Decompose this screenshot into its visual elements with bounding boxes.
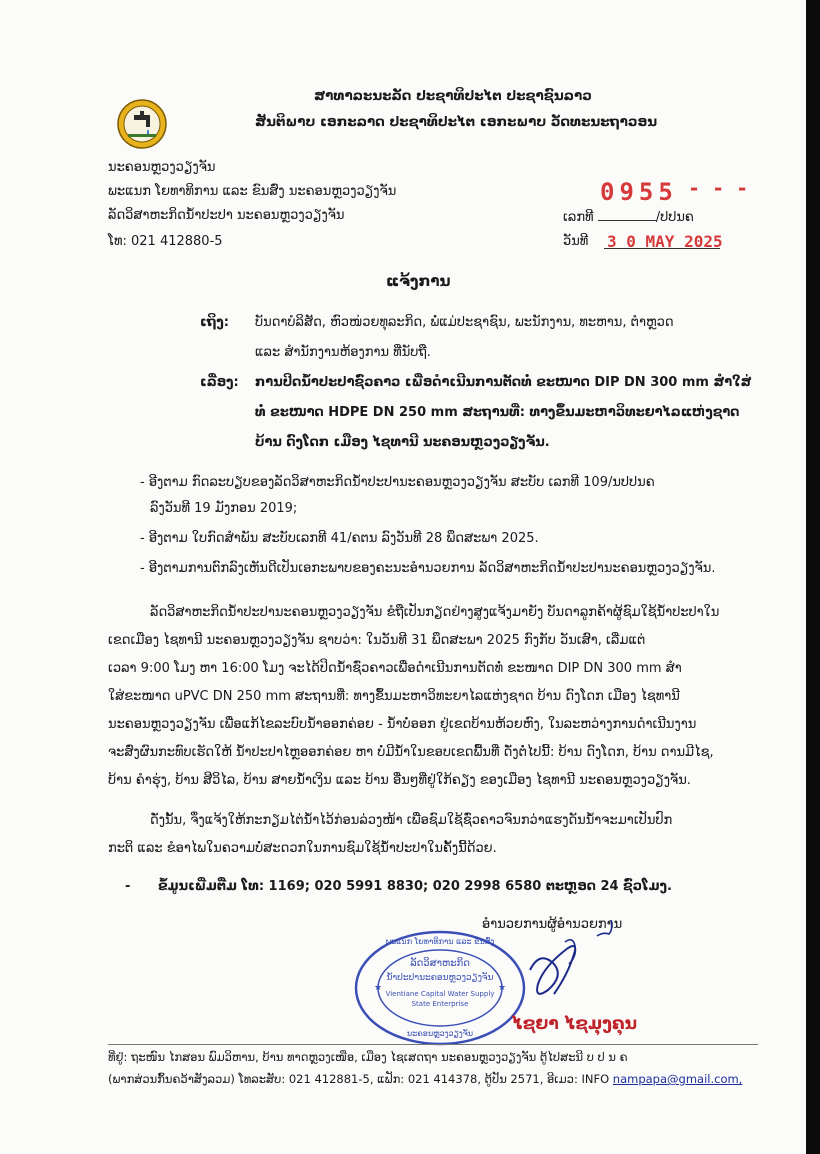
body-p1-line4: ໃສ່ຂະໜາດ uPVC DN 250 mm ສະຖານທີ່: ທາງຂຶ້ນມະຫາວິທະຍາໄລແຫ່ງຊາດ ບ້ານ ດົງໂດກ ເມືອງ ໄຊທານີ	[108, 689, 680, 704]
seal-en-line1: Vientiane Capital Water Supply	[385, 990, 495, 998]
seal-en-line2: State Enterprise	[411, 1000, 469, 1008]
number-label: ເລກທີ	[563, 210, 594, 225]
subject-line1: ການປິດນ້ຳປະປາຊົ່ວຄາວ ເພື່ອດຳເນີນການຕັດທໍ່ ຂະໜາດ DIP DN 300 mm ສຳໃສ່	[255, 375, 752, 390]
to-label: ເຖິງ:	[200, 315, 230, 330]
footer-divider	[108, 1044, 758, 1045]
reference-2: - ອີງຕາມ ໃບກົດສຳພັນ ສະບັບເລກທີ 41/ຄຕນ ລົງວັນທີ 28 ພຶດສະພາ 2025.	[140, 531, 539, 546]
number-blank	[598, 208, 656, 221]
enterprise-logo	[116, 98, 168, 150]
footer-contact-row	[108, 1072, 742, 1086]
issuer-phone: ໂທ: 021 412880-5	[108, 234, 223, 249]
body-p1-line6: ຈະສົ່ງຜົນກະທົບເຮັດໃຫ້ ນ້ຳປະປາໄຫຼອອກຄ່ອຍ ຫາ ບໍ່ມີນ້ຳໃນຂອບເຂດພື້ນທີ່ ດັ່ງຕໍ່ໄປນີ້: ບ້ານ ດົງໂດກ, ບ້ານ ດານມີໄຊ,	[108, 745, 714, 760]
national-header-line1: ສາທາລະນະລັດ ປະຊາທິປະໄຕ ປະຊາຊົນລາວ	[314, 88, 592, 104]
reference-number-row	[563, 208, 694, 225]
reference-3: - ອີງຕາມການຕົກລົງເຫັນດີເປັນເອກະພາບຂອງຄະນະອຳນວຍການ ລັດວິສາຫະກິດນ້ຳປະປານະຄອນຫຼວງວຽງຈັນ.	[140, 561, 716, 576]
stamp-number: 0955	[600, 178, 678, 206]
seal-center-line1: ລັດວິສາຫະກິດ	[410, 958, 470, 969]
national-header-line2: ສັນຕິພາບ ເອກະລາດ ປະຊາທິປະໄຕ ເອກະພາບ ວັດທະນະຖາວອນ	[255, 114, 658, 130]
subject-line2: ທໍ່ ຂະໜາດ HDPE DN 250 mm ສະຖານທີ່: ທາງຂຶ້ນມະຫາວິທະຍາໄລແຫ່ງຊາດ	[255, 405, 740, 420]
seal-top-text: ພະແນກ ໂຍທາທິການ ແລະ ຂົນສົ່ງ	[385, 937, 495, 946]
seal-star-left-icon: ★	[374, 983, 383, 993]
subject-line3: ບ້ານ ດົງໂດກ ເມືອງ ໄຊທານີ ນະຄອນຫຼວງວຽງຈັນ.	[255, 435, 550, 450]
issuer-department: ພະແນກ ໂຍທາທິການ ແລະ ຂົນສົ່ງ ນະຄອນຫຼວງວຽງຈັນ	[108, 184, 397, 199]
scan-dark-edge	[806, 0, 820, 1154]
number-suffix: /ປປນຄ	[655, 210, 694, 225]
to-line2: ແລະ ສຳນັກງານຫ້ອງການ ທີ່ນັບຖື.	[255, 345, 431, 360]
signatory-name: ໄຊຍາ ໄຊມຸງຄຸນ	[512, 1014, 638, 1034]
body-p1-line5: ນະຄອນຫຼວງວຽງຈັນ ເພື່ອແກ້ໄຂລະບົບນ້ຳອອກຄ່ອຍ - ນ້ຳບໍ່ອອກ ຢູ່ເຂດບ້ານຫ້ວຍຫົງ, ໃນລະຫວ່າງການດຳເນີນງານ	[108, 717, 697, 732]
date-label: ວັນທີ	[563, 234, 589, 249]
issuer-enterprise: ລັດວິສາຫະກິດນ້ຳປະປາ ນະຄອນຫຼວງວຽງຈັນ	[108, 208, 345, 223]
seal-center-line2: ນ້ຳປະປານະຄອນຫຼວງວຽງຈັນ	[386, 973, 494, 983]
stamp-number-suffix: - - -	[688, 176, 749, 200]
reference-1-line1: - ອີງຕາມ ກົດລະບຽບຂອງລັດວິສາຫະກິດນ້ຳປະປານະຄອນຫຼວງວຽງຈັນ ສະບັບ ເລກທີ 109/ນປປນຄ	[140, 475, 655, 490]
body-p1-line7: ບ້ານ ຄຳຮຸ່ງ, ບ້ານ ສີວິໄລ, ບ້ານ ສາຍນ້ຳເງິນ ແລະ ບ້ານ ອື່ນໆທີ່ຢູ່ໃກ້ຄຽງ ຂອງເມືອງ ໄຊທານີ ນະຄອນຫຼວງວຽງຈັນ.	[108, 773, 691, 788]
seal-bottom-text: ນະຄອນຫຼວງວຽງຈັນ	[406, 1029, 474, 1038]
to-line1: ບັນດາບໍລິສັດ, ຫົວໜ່ວຍທຸລະກິດ, ພໍ່ແມ່ປະຊາຊົນ, ພະນັກງານ, ທະຫານ, ຕຳຫຼວດ	[255, 315, 674, 330]
reference-1-line2: ລົງວັນທີ 19 ມັງກອນ 2019;	[150, 501, 298, 516]
handwritten-signature	[510, 930, 600, 1010]
official-seal	[352, 928, 528, 1048]
seal-star-right-icon: ★	[498, 983, 507, 993]
contact-info: ຂໍ້ມູນເພີ່ມຕື່ມ ໂທ: 1169; 020 5991 8830; 020 2998 6580 ຕະຫຼອດ 24 ຊົ່ວໂມງ.	[158, 879, 672, 894]
body-p1-line2: ເຂດເມືອງ ໄຊທານີ ນະຄອນຫຼວງວຽງຈັນ ຊາບວ່າ: ໃນວັນທີ 31 ພຶດສະພາ 2025 ກົງກັບ ວັນເສົາ, ເລີ່ມແຕ່	[108, 633, 646, 648]
stamp-date: 3 0 MAY 2025	[607, 232, 723, 251]
footer-contact: (ພາກສ່ວນກົ້ນຄວ້າສັງລວມ) ໂທລະສັບ: 021 412881-5, ແຟັກ: 021 414378, ຕູ້ປັນ 2571, ອີເມວ: INFO	[108, 1072, 613, 1086]
footer-email-link[interactable]: nampapa@gmail.com,	[612, 1072, 743, 1086]
body-p1-line3: ເວລາ 9:00 ໂມງ ຫາ 16:00 ໂມງ ຈະໄດ້ປິດນ້ຳຊົ່ວຄາວເພື່ອດຳເນີນການຕັດທໍ່ ຂະໜາດ DIP DN 300 mm ສຳ	[108, 661, 682, 676]
initial-mark-icon	[594, 918, 618, 940]
footer-address: ທີ່ຢູ່: ຖະໜົນ ໄກສອນ ພົມວິຫານ, ບ້ານ ທາດຫຼວງເໜືອ, ເມືອງ ໄຊເສດຖາ ນະຄອນຫຼວງວຽງຈັນ ຕູ້ໄປສະນີ ບ ປ ນ ຄ	[108, 1050, 628, 1064]
issuer-city: ນະຄອນຫຼວງວຽງຈັນ	[108, 160, 216, 175]
subject-label: ເລື່ອງ:	[200, 375, 239, 390]
document-title: ແຈ້ງການ	[386, 272, 451, 290]
signature-title: ອຳນວຍການຜູ້ອຳນວຍການ	[482, 917, 623, 932]
body-p1-line1: ລັດວິສາຫະກິດນ້ຳປະປານະຄອນຫຼວງວຽງຈັນ ຂໍຖືເປັນກຽດຢ່າງສູງແຈ້ງມາຍັງ ບັນດາລູກຄ້າຜູ້ຊົມໃຊ້ນ້ຳປະປາໃນ	[150, 605, 720, 620]
contact-dash: -	[125, 879, 131, 894]
body-p2-line2: ກະຕິ ແລະ ຂໍອາໄພໃນຄວາມບໍ່ສະດວກໃນການຊົມໃຊ້ນ້ຳປະປາໃນຄັ້ງນີ້ດ້ວຍ.	[108, 841, 497, 856]
body-p2-line1: ດັ່ງນັ້ນ, ຈຶ່ງແຈ້ງໃຫ້ກະກຽມໄຕ່ນ້ຳໄວ້ກ່ອນລ່ວງໜ້າ ເພື່ອຊົມໃຊ້ຊົ່ວຄາວຈົນກວ່າແຮງດັນນ້ຳຈະມາເປັນປົກ	[150, 813, 673, 828]
